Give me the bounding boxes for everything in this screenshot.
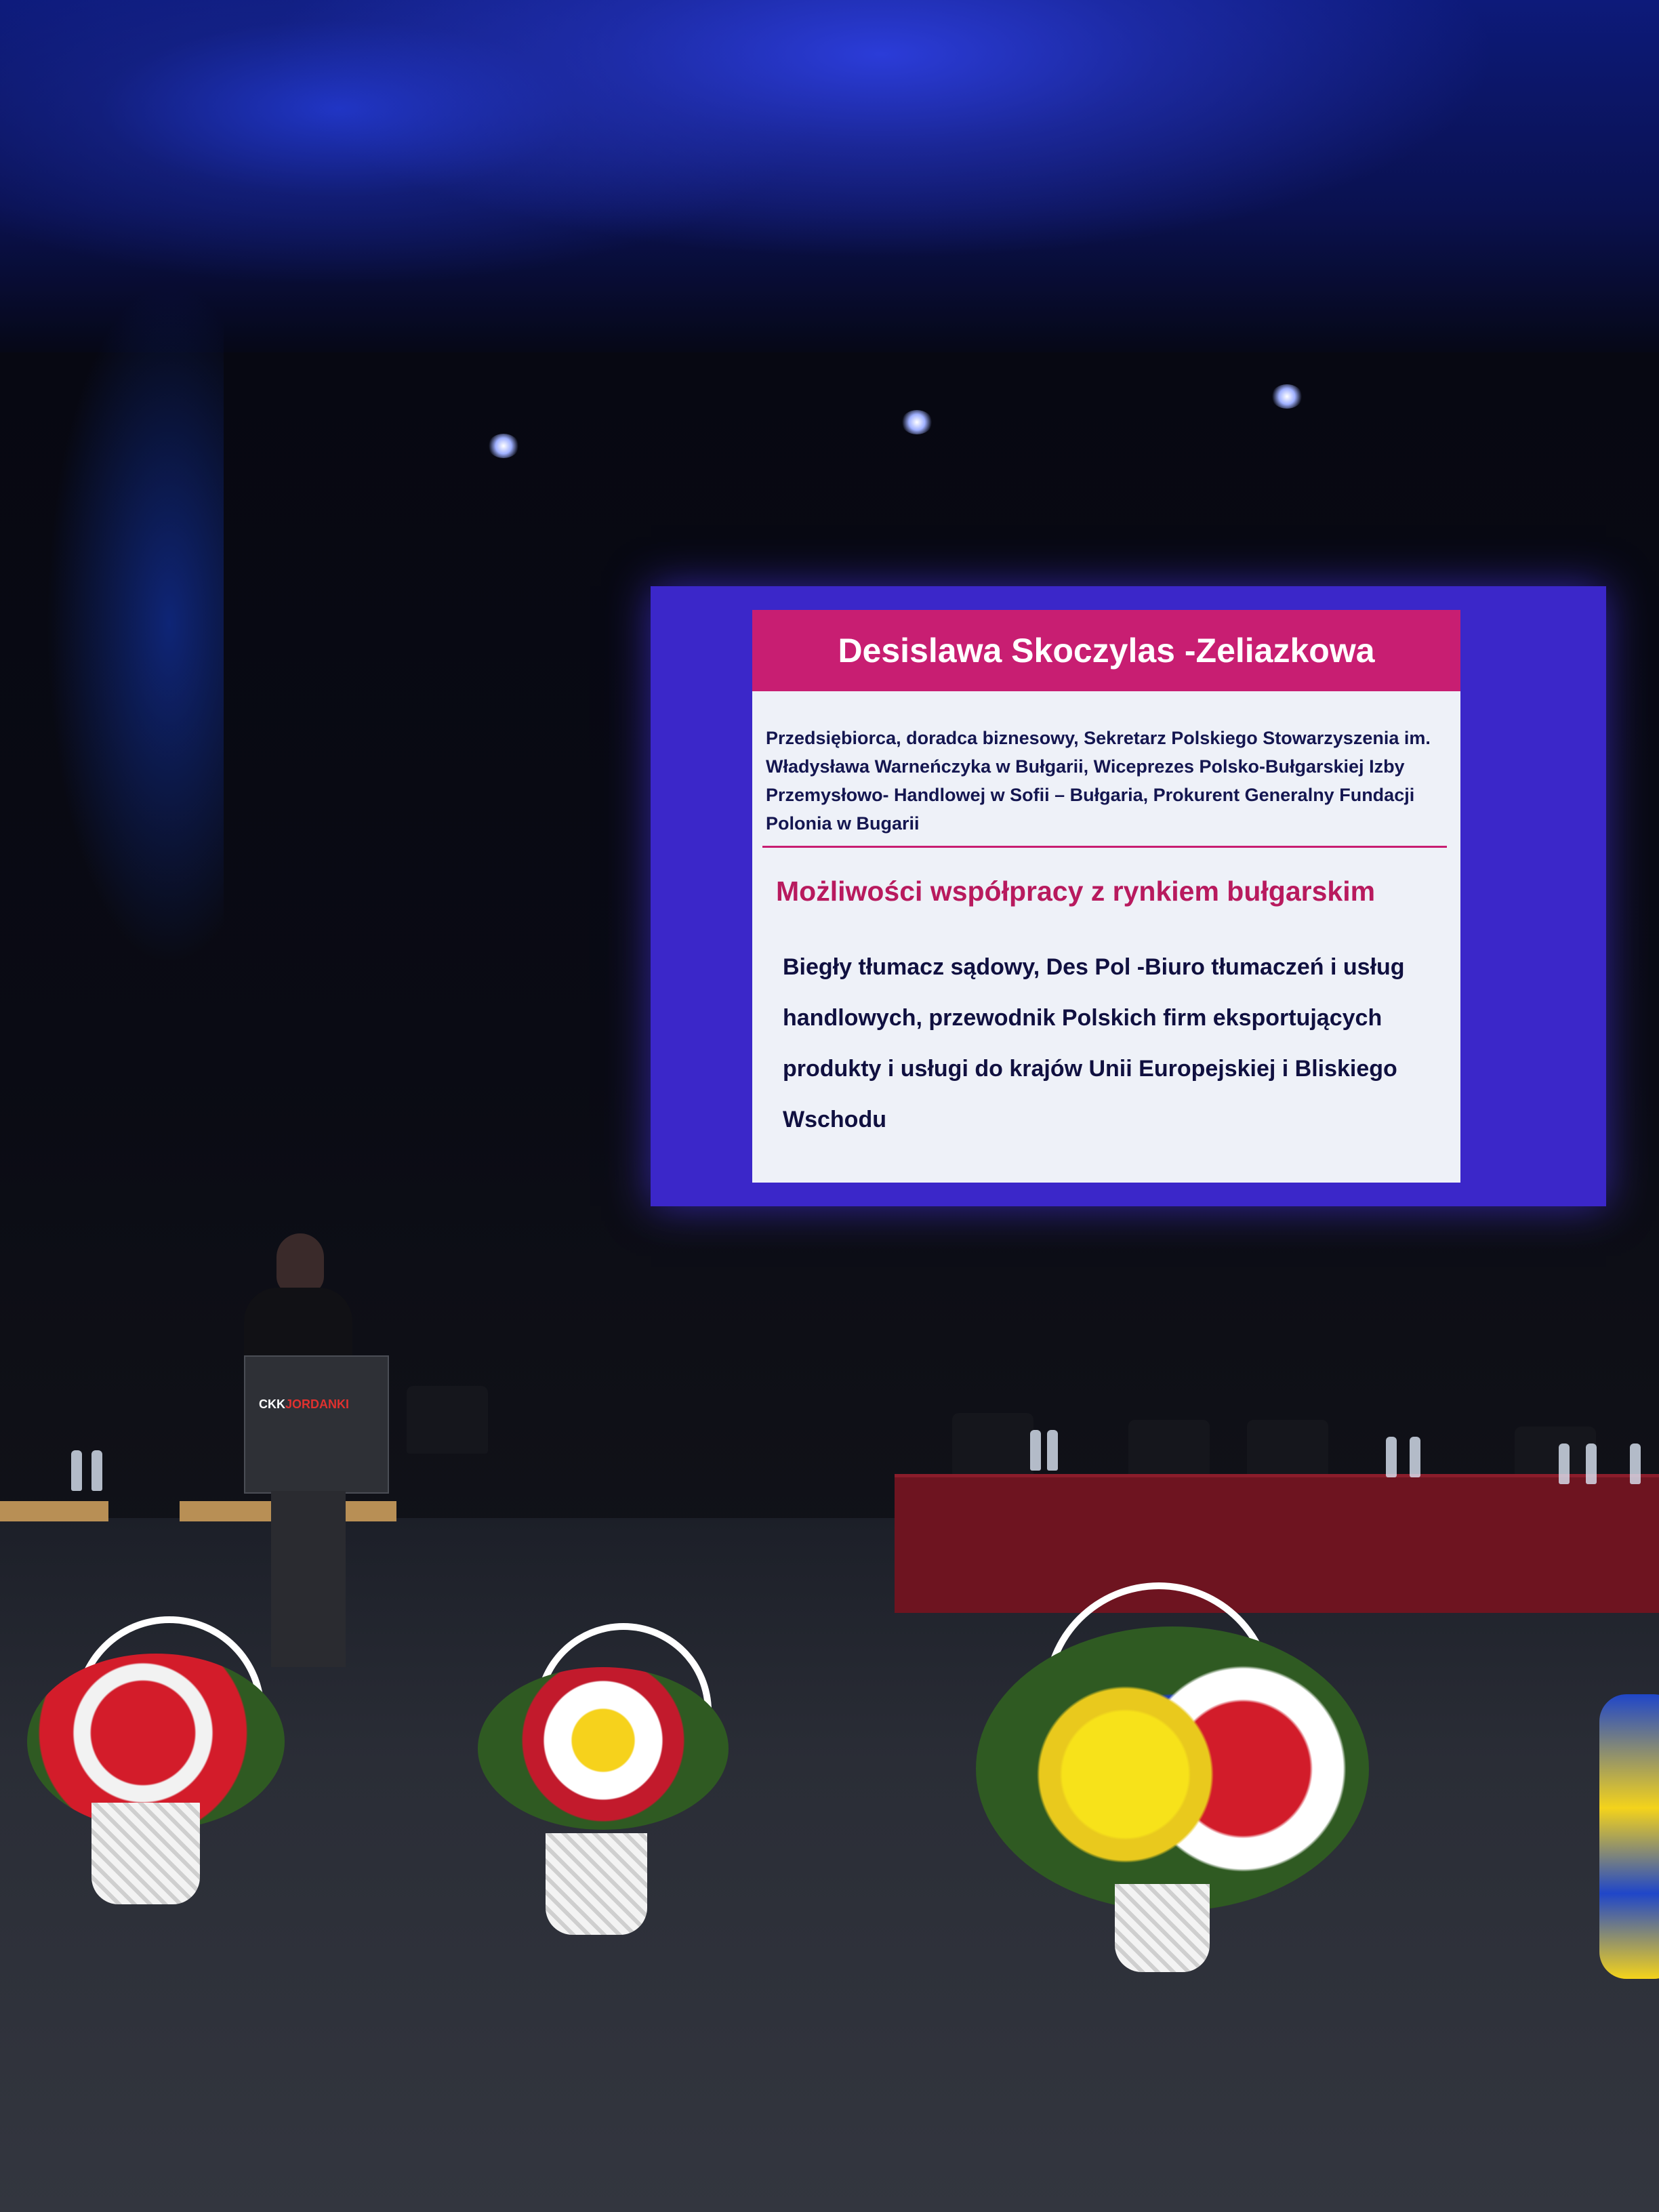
water-bottle <box>91 1450 102 1491</box>
stage-spotlight <box>1271 384 1303 409</box>
slide-body-text: Biegły tłumacz sądowy, Des Pol -Biuro tłumaczeń i usług handlowych, przewodnik Polskich firm eksportujących produkty i usługi do krajów Unii Europejskiej i Bliskiego Wschodu <box>783 954 1405 1132</box>
water-bottle <box>1386 1437 1397 1477</box>
bench <box>0 1501 108 1521</box>
stage-floor <box>0 1518 1659 2212</box>
water-bottle <box>71 1450 82 1491</box>
slide-speaker-name: Desislawa Skoczylas -Zeliazkowa <box>838 632 1375 670</box>
water-bottle <box>1559 1443 1570 1484</box>
water-bottle <box>1630 1443 1641 1484</box>
flower-basket <box>91 1803 200 1904</box>
stage-spotlight <box>488 434 519 458</box>
slide-header <box>752 610 1460 691</box>
presentation-slide <box>752 610 1460 1183</box>
lectern-base <box>271 1491 346 1667</box>
stage-spotlight <box>901 410 933 434</box>
slide-subtitle: Możliwości współpracy z rynkiem bułgarskim <box>776 876 1376 907</box>
flower-basket <box>1115 1884 1210 1972</box>
ceiling-lighting <box>0 0 1659 380</box>
slide-divider <box>762 846 1447 848</box>
speaker-head <box>276 1233 324 1294</box>
flower-basket <box>546 1833 647 1935</box>
lectern-logo: CKKJORDANKI <box>259 1397 350 1411</box>
side-wall-glow <box>0 285 224 962</box>
water-bottle <box>1047 1430 1058 1471</box>
mixed-flower-bouquet <box>478 1667 729 1830</box>
chair <box>407 1386 488 1454</box>
chair <box>952 1413 1033 1481</box>
lectern <box>244 1355 389 1494</box>
slide-speaker-description: Przedsiębiorca, doradca biznesowy, Sekretarz Polskiego Stowarzyszenia im. Władysława Warneńczyka w Bułgarii, Wiceprezes Polsko-Bułgarskiej Izby Przemysłowo- Handlowej w Sofii – Bułgaria, Prokurent Generalny Fundacji Polonia w Bugarii <box>766 728 1431 834</box>
water-bottle <box>1410 1437 1420 1477</box>
water-bottle <box>1586 1443 1597 1484</box>
large-flower-bouquet <box>976 1626 1369 1911</box>
ribbon-bouquet-partial <box>1599 1694 1659 1979</box>
water-bottle <box>1030 1430 1041 1471</box>
panel-table <box>895 1477 1659 1613</box>
